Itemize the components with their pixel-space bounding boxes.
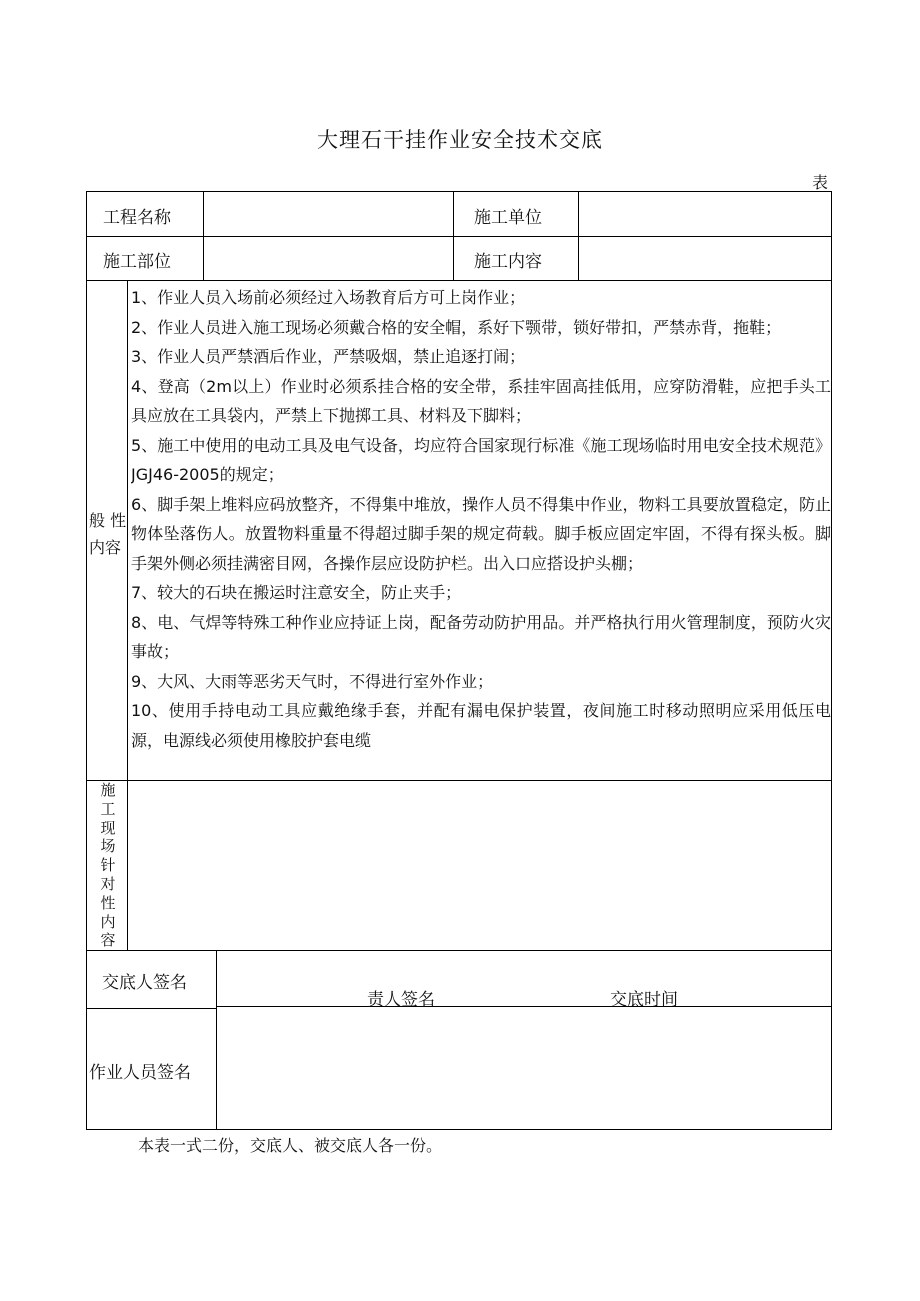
label-char: 针 bbox=[100, 856, 116, 875]
label-char: 性 bbox=[100, 893, 116, 912]
construction-part-label: 施工部位 bbox=[103, 252, 171, 272]
list-item: 5、施工中使用的电动工具及电气设备，均应符合国家现行标准《施工现场临时用电安全技术规范》JGJ46-2005的规定； bbox=[131, 435, 831, 484]
divider bbox=[578, 192, 579, 280]
list-item: 8、电、气焊等特殊工种作业应持证上岗，配备劳动防护用品。并严格执行用火管理制度，预防火灾事故； bbox=[131, 612, 831, 661]
divider bbox=[87, 1008, 217, 1009]
presenter-signature-label: 交底人签名 bbox=[102, 973, 187, 993]
construction-content-label: 施工内容 bbox=[474, 252, 542, 272]
workers-signature-label: 作业人员签名 bbox=[89, 1063, 191, 1083]
divider bbox=[87, 280, 832, 281]
label-char: 现 bbox=[100, 818, 116, 837]
divider bbox=[87, 780, 832, 781]
divider bbox=[203, 192, 204, 280]
list-item: 1、作业人员入场前必须经过入场教育后方可上岗作业； bbox=[131, 288, 526, 307]
responsible-signature-label: 责人签名 bbox=[367, 990, 435, 1010]
site-specific-label bbox=[96, 781, 120, 950]
list-item: 4、登高（2m以上）作业时必须系挂合格的安全带，系挂牢固高挂低用，应穿防滑鞋，应把手头工具应放在工具袋内，严禁上下抛掷工具、材料及下脚料； bbox=[131, 376, 831, 425]
label-char: 工 bbox=[100, 799, 116, 818]
construction-unit-label: 施工单位 bbox=[474, 208, 542, 228]
project-name-label: 工程名称 bbox=[103, 208, 171, 228]
general-label-top: 般 性 bbox=[89, 511, 127, 530]
list-item: 7、较大的石块在搬运时注意安全，防止夹手； bbox=[131, 583, 462, 602]
divider bbox=[87, 236, 832, 237]
list-item: 2、作业人员进入施工现场必须戴合格的安全帽，系好下颚带，锁好带扣，严禁赤背，拖鞋； bbox=[131, 317, 782, 337]
divider bbox=[87, 950, 832, 951]
footer-note: 本表一式二份，交底人、被交底人各一份。 bbox=[138, 1136, 443, 1155]
page-title: 大理石干挂作业安全技术交底 bbox=[317, 128, 603, 152]
divider bbox=[216, 1006, 832, 1007]
label-char: 场 bbox=[100, 837, 116, 856]
list-item: 10、使用手持电动工具应戴绝缘手套，并配有漏电保护装置，夜间施工时移动照明应采用低压电源，电源线必须使用橡胶护套电缆 bbox=[131, 701, 831, 750]
general-content bbox=[131, 283, 831, 779]
disclosure-time-label: 交底时间 bbox=[610, 990, 678, 1010]
divider bbox=[127, 280, 128, 950]
divider bbox=[216, 950, 217, 1129]
table-label: 表 bbox=[812, 173, 829, 192]
label-char: 施 bbox=[100, 781, 116, 799]
divider bbox=[453, 192, 454, 280]
list-item: 3、作业人员严禁酒后作业，严禁吸烟，禁止追逐打闹； bbox=[131, 347, 526, 366]
label-char: 内 bbox=[100, 912, 116, 931]
list-item: 9、大风、大雨等恶劣天气时，不得进行室外作业； bbox=[131, 671, 494, 691]
general-label-bottom: 内容 bbox=[89, 538, 122, 557]
label-char: 对 bbox=[100, 874, 116, 893]
label-char: 容 bbox=[100, 931, 116, 950]
list-item: 6、脚手架上堆料应码放整齐，不得集中堆放，操作人员不得集中作业，物料工具要放置稳定，防止物体坠落伤人。放置物料重量不得超过脚手架的规定荷载。脚手板应固定牢固，不得有探头板。脚手架外侧必须挂满密目网，各操作层应设防护栏。出入口应搭设护头棚； bbox=[131, 494, 831, 573]
